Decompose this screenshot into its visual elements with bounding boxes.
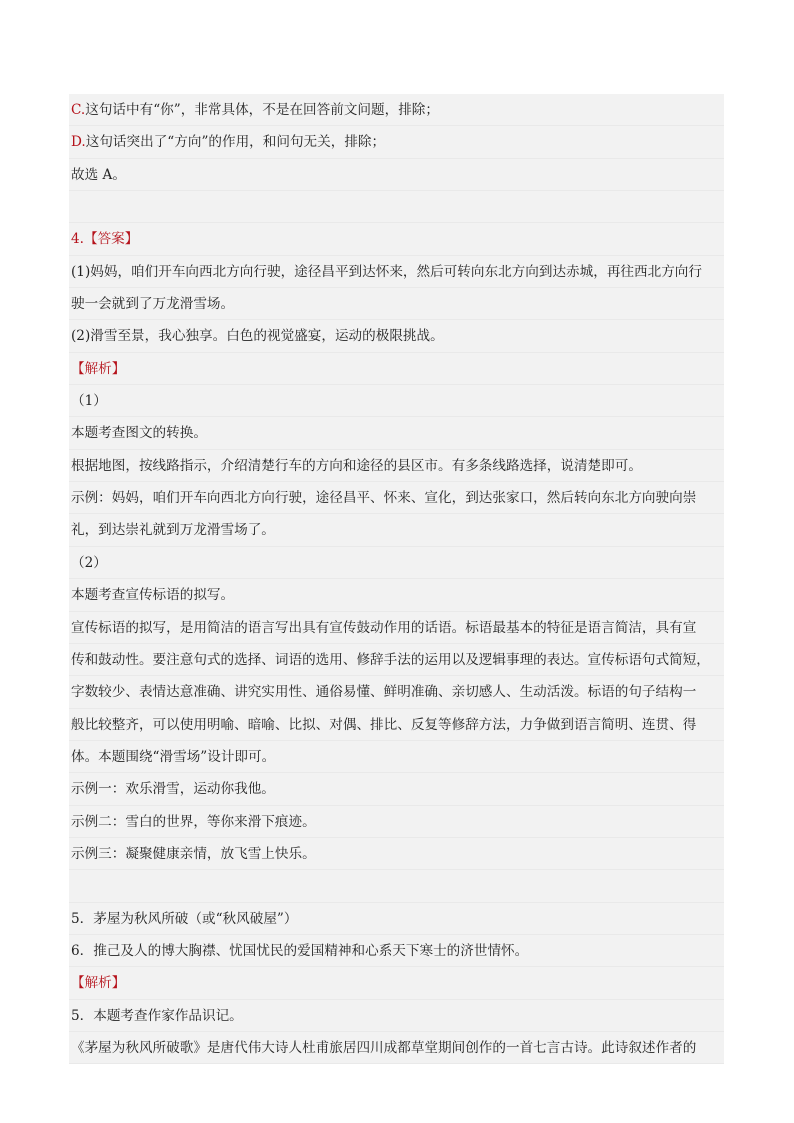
line-text: (2)滑雪至景，我心独享。白色的视觉盛宴，运动的极限挑战。	[71, 328, 444, 345]
line-text: （2）	[71, 554, 107, 571]
line-text: 礼，到达崇礼就到万龙滑雪场了。	[71, 522, 275, 539]
text-line	[69, 385, 724, 417]
text-line	[69, 288, 724, 320]
text-line	[69, 644, 724, 676]
text-line	[69, 514, 724, 546]
text-line	[69, 417, 724, 449]
line-text: 示例：妈妈，咱们开车向西北方向行驶，途径昌平、怀来、宣化，到达张家口，然后转向东北方向驶向崇	[71, 490, 697, 507]
line-text: 5．茅屋为秋风所破（或“秋风破屋”）	[71, 910, 298, 927]
text-line	[69, 806, 724, 838]
line-text: (1)妈妈，咱们开车向西北方向行驶，途径昌平到达怀来，然后可转向东北方向到达赤城，再往西北方向行	[71, 263, 702, 280]
text-line	[69, 1000, 724, 1032]
text-line	[69, 676, 724, 708]
text-line	[69, 450, 724, 482]
text-line	[69, 935, 724, 967]
text-line	[69, 741, 724, 773]
text-line	[69, 612, 724, 644]
text-line	[69, 482, 724, 514]
section-heading: 【解析】	[71, 360, 126, 377]
text-line	[69, 903, 724, 935]
text-line	[69, 709, 724, 741]
text-line	[69, 838, 724, 870]
text-line	[69, 547, 724, 579]
answer-analysis-text	[69, 94, 724, 1064]
text-line	[69, 773, 724, 805]
blank-line	[69, 870, 724, 902]
line-text: 这句话中有“你”，非常具体，不是在回答前文问题，排除；	[85, 102, 439, 118]
text-line	[69, 579, 724, 611]
line-text: 本题考查宣传标语的拟写。	[71, 587, 235, 604]
line-text: 《茅屋为秋风所破歌》是唐代伟大诗人杜甫旅居四川成都草堂期间创作的一首七言古诗。此诗叙述作者的	[71, 1039, 697, 1056]
text-line	[69, 1032, 724, 1064]
item-label: 4.	[71, 231, 84, 248]
line-text: 示例一：欢乐滑雪，运动你我他。	[71, 781, 275, 798]
item-label: D.	[71, 134, 86, 151]
line-text: 根据地图，按线路指示，介绍清楚行车的方向和途径的县区市。有多条线路选择，说清楚即可。	[71, 457, 642, 474]
line-text: 字数较少、表情达意准确、讲究实用性、通俗易懂、鲜明准确、亲切感人、生动活泼。标语的句子结构一	[71, 684, 697, 701]
line-text: 故选 A。	[71, 166, 126, 183]
line-text: 体。本题围绕“滑雪场”设计即可。	[71, 748, 276, 765]
line-text: 传和鼓动性。要注意句式的选择、词语的选用、修辞手法的运用以及逻辑事理的表达。宣传标语句式简短，	[71, 651, 710, 668]
line-text: 5．本题考查作家作品识记。	[71, 1007, 243, 1024]
line-text: 示例二：雪白的世界，等你来滑下痕迹。	[71, 813, 316, 830]
section-heading: 【答案】	[83, 231, 139, 248]
line-text: 6．推己及人的博大胸襟、忧国忧民的爱国精神和心系天下寒士的济世情怀。	[71, 942, 529, 959]
item-label: C.	[71, 102, 86, 118]
section-heading: 【解析】	[71, 975, 126, 992]
text-line	[69, 126, 724, 158]
text-line	[69, 320, 724, 352]
text-line	[69, 94, 724, 126]
line-text: 示例三：凝聚健康亲情，放飞雪上快乐。	[71, 845, 316, 862]
text-line	[69, 159, 724, 191]
line-text: 般比较整齐，可以使用明喻、暗喻、比拟、对偶、排比、反复等修辞方法，力争做到语言简明、连贯、得	[71, 716, 697, 733]
line-text: 这句话突出了“方向”的作用，和问句无关，排除；	[85, 134, 386, 151]
line-text: 宣传标语的拟写，是用简洁的语言写出具有宣传鼓动作用的话语。标语最基本的特征是语言简洁，具有宣	[71, 619, 697, 636]
text-line	[69, 223, 724, 255]
text-line	[69, 967, 724, 999]
text-line	[69, 353, 724, 385]
line-text: 本题考查图文的转换。	[71, 425, 207, 442]
text-line	[69, 256, 724, 288]
line-text: 驶一会就到了万龙滑雪场。	[71, 296, 235, 313]
line-text: （1）	[71, 393, 107, 410]
blank-line	[69, 191, 724, 223]
